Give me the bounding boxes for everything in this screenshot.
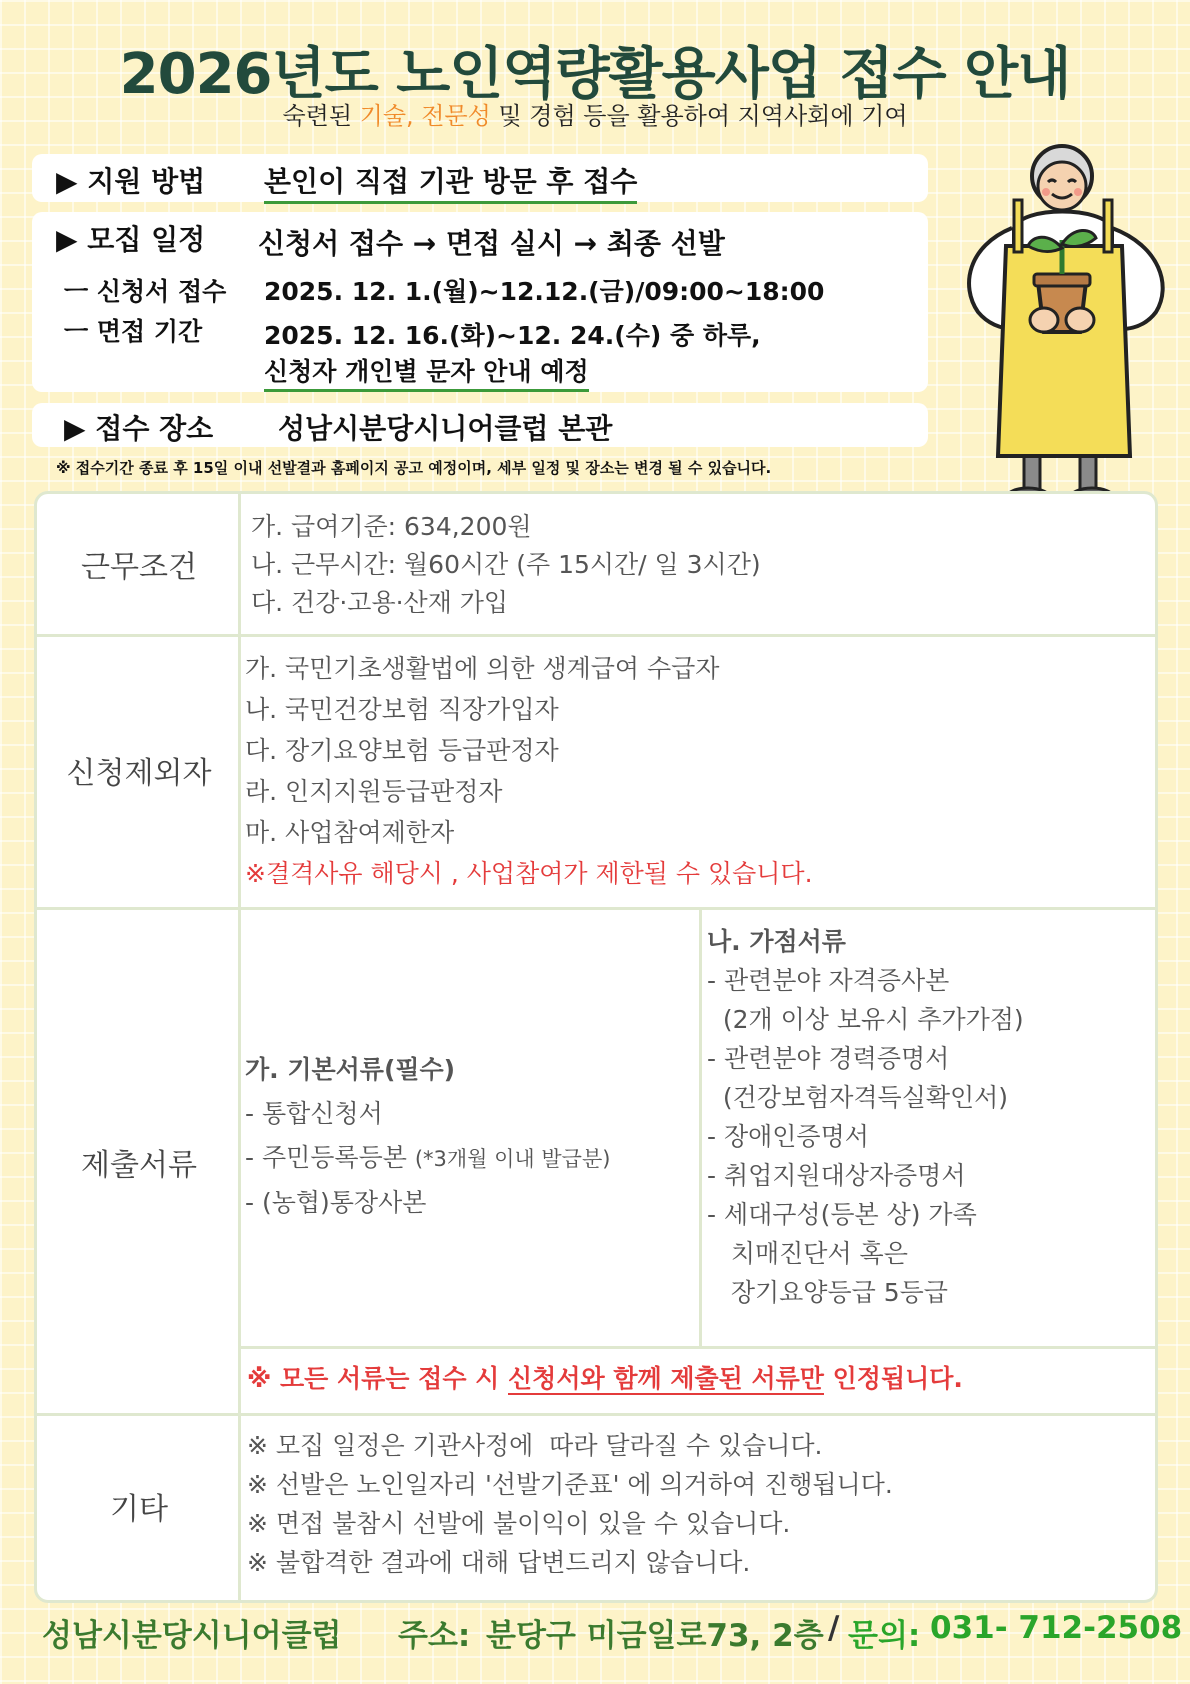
basic-document-item-note: (*3개월 이내 발급분) xyxy=(414,1147,611,1171)
bonus-document-item: 장기요양등급 5등급 xyxy=(707,1278,948,1307)
support-method-label: ▶ 지원 방법 xyxy=(56,165,206,198)
table-row-divider xyxy=(37,1413,1155,1416)
reception-place-panel xyxy=(32,403,928,447)
basic-document-item: - (농협)통장사본 xyxy=(245,1188,427,1217)
basic-documents-title: 가. 기본서류(필수) xyxy=(245,1055,456,1084)
subtitle-text-pre: 숙련된 xyxy=(282,102,360,130)
footer-phone: 031- 712-2508 xyxy=(930,1610,1183,1646)
footer-org-name: 성남시분당시니어클럽 xyxy=(42,1618,342,1654)
recruit-schedule-label: ▶ 모집 일정 xyxy=(56,223,206,256)
basic-documents xyxy=(245,1048,610,1225)
bonus-document-item: - 관련분야 자격증사본 xyxy=(707,966,950,995)
reception-place-label: ▶ 접수 장소 xyxy=(64,412,214,445)
footer-address-label: 주소: xyxy=(398,1618,471,1654)
basic-document-item-text: - 주민등록등본 xyxy=(245,1143,415,1172)
page-title: 2026년도 노인역량활용사업 접수 안내 xyxy=(119,42,1071,107)
work-conditions-label: 근무조건 xyxy=(81,550,197,585)
work-condition-item: 나. 근무시간: 월60시간 (주 15시간/ 일 3시간) xyxy=(251,550,761,579)
bonus-document-item: - 세대구성(등본 상) 가족 xyxy=(707,1200,977,1229)
work-condition-item: 다. 건강·고용·산재 가입 xyxy=(251,588,509,617)
info-table xyxy=(34,491,1158,1603)
table-row-divider xyxy=(37,907,1155,910)
bonus-documents xyxy=(707,922,1024,1312)
exclusion-item: 나. 국민건강보험 직장가입자 xyxy=(245,695,559,724)
bonus-document-item: - 취업지원대상자증명서 xyxy=(707,1161,966,1190)
table-column-divider xyxy=(699,907,702,1346)
exclusion-item: 가. 국민기초생활법에 의한 생계급여 수급자 xyxy=(245,654,720,683)
documents-notice-pre: ※ 모든 서류는 접수 시 xyxy=(247,1364,509,1393)
bonus-document-item: - 장애인증명서 xyxy=(707,1122,869,1151)
apply-period-label: ㅡ 신청서 접수 xyxy=(64,277,227,306)
table-column-divider xyxy=(238,494,241,1600)
work-condition-item: 가. 급여기준: 634,200원 xyxy=(251,512,532,541)
etc-content xyxy=(247,1426,893,1582)
exclusion-item: 라. 인지지원등급판정자 xyxy=(245,777,503,806)
apply-period-value: 2025. 12. 1.(월)~12.12.(금)/09:00~18:00 xyxy=(264,277,825,306)
etc-label: 기타 xyxy=(110,1492,168,1527)
page-subtitle xyxy=(0,96,1190,131)
recruit-schedule-value: 신청서 접수 → 면접 실시 → 최종 선발 xyxy=(258,227,725,260)
bonus-documents-title: 나. 가점서류 xyxy=(707,927,846,956)
documents-notice-post: 인정됩니다. xyxy=(823,1364,963,1393)
etc-item: ※ 선발은 노인일자리 '선발기준표' 에 의거하여 진행됩니다. xyxy=(247,1470,893,1499)
subtitle-highlight: 기술, 전문성 xyxy=(359,102,491,130)
interview-period-note: 신청자 개인별 문자 안내 예정 xyxy=(264,352,589,392)
recruit-schedule-panel xyxy=(32,212,928,392)
footer-address: 분당구 미금일로73, 2층 xyxy=(486,1618,824,1654)
basic-document-item: - 통합신청서 xyxy=(245,1099,383,1128)
footer-contact-label: 문의: xyxy=(848,1618,921,1654)
exclusions-label: 신청제외자 xyxy=(66,756,212,791)
interview-period-label: ㅡ 면접 기간 xyxy=(64,317,203,346)
interview-period-value: 2025. 12. 16.(화)~12. 24.(수) 중 하루, xyxy=(264,321,761,350)
exclusion-item: 다. 장기요양보험 등급판정자 xyxy=(245,736,559,765)
bonus-document-item: (건강보험자격득실확인서) xyxy=(707,1083,1009,1112)
subtitle-text-post: 및 경험 등을 활용하여 지역사회에 기여 xyxy=(490,102,908,130)
documents-label: 제출서류 xyxy=(81,1148,197,1183)
basic-document-item xyxy=(245,1136,610,1181)
etc-item: ※ 면접 불참시 선발에 불이익이 있을 수 있습니다. xyxy=(247,1509,791,1538)
exclusion-item: 마. 사업참여제한자 xyxy=(245,818,455,847)
schedule-notice: ※ 접수기간 종료 후 15일 이내 선발결과 홈페이지 공고 예정이며, 세부 일정 및 장소는 변경 될 수 있습니다. xyxy=(56,459,772,477)
bonus-document-item: - 관련분야 경력증명서 xyxy=(707,1044,950,1073)
etc-item: ※ 불합격한 결과에 대해 답변드리지 않습니다. xyxy=(247,1548,751,1577)
table-row-divider xyxy=(37,634,1155,637)
work-conditions-content xyxy=(251,508,761,622)
support-method-panel xyxy=(32,154,928,202)
bonus-document-item: 치매진단서 혹은 xyxy=(707,1239,908,1268)
support-method-value: 본인이 직접 기관 방문 후 접수 xyxy=(264,160,637,204)
exclusion-warning: ※결격사유 해당시 , 사업참여가 제한될 수 있습니다. xyxy=(245,859,813,888)
footer xyxy=(42,1610,1183,1656)
documents-notice-underlined: 신청서와 함께 제출된 서류만 xyxy=(508,1364,824,1393)
reception-place-value: 성남시분당시니어클럽 본관 xyxy=(278,412,613,445)
exclusions-content xyxy=(245,648,813,894)
table-row-divider xyxy=(238,1346,1155,1349)
etc-item: ※ 모집 일정은 기관사정에 따라 달라질 수 있습니다. xyxy=(247,1431,823,1460)
footer-separator: / xyxy=(828,1610,840,1646)
documents-notice xyxy=(247,1360,963,1398)
bonus-document-item: (2개 이상 보유시 추가가점) xyxy=(707,1005,1024,1034)
elderly-gardener-illustration xyxy=(962,136,1176,512)
